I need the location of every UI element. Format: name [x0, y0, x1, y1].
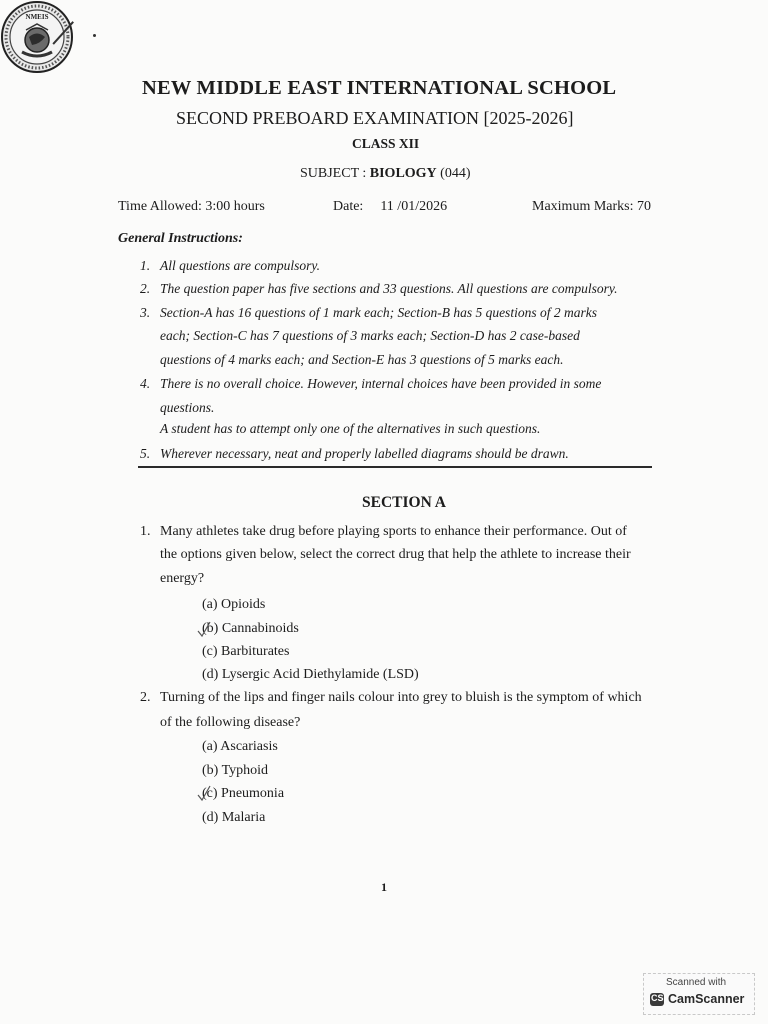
checkmark-icon: [196, 619, 214, 639]
option-item: (a) Opioids: [202, 597, 266, 612]
subject-line: [300, 166, 471, 182]
option-item: (b) Cannabinoids: [202, 621, 299, 636]
instruction-text: each; Section-C has 7 questions of 3 marks each; Section-D has 2 case-based: [160, 328, 580, 343]
question-text: of the following disease?: [160, 715, 301, 730]
scanner-caption: Scanned with: [666, 977, 727, 988]
instruction-text: The question paper has five sections and 33 questions. All questions are compulsory.: [160, 281, 618, 296]
subject-code: (044): [436, 166, 471, 181]
school-logo: [0, 0, 74, 74]
time-allowed: Time Allowed: 3:00 hours: [118, 199, 265, 214]
section-title: SECTION A: [362, 494, 446, 511]
class-label: CLASS XII: [352, 136, 420, 151]
exam-date: [333, 199, 447, 215]
scanner-name: CamScanner: [668, 992, 745, 1006]
date-label: Date:: [333, 199, 364, 214]
option-item: (c) Barbiturates: [202, 644, 290, 659]
question-text: Turning of the lips and finger nails colour into grey to bluish is the symptom of which: [160, 690, 642, 705]
question-text: energy?: [160, 571, 205, 586]
instructions-heading: General Instructions:: [118, 231, 243, 246]
subject-name: BIOLOGY: [369, 166, 437, 181]
instruction-number: 2.: [140, 281, 151, 296]
page-number: 1: [381, 880, 387, 894]
instruction-number: 3.: [140, 305, 151, 320]
question-text: the options given below, select the correct drug that help the athlete to increase their: [160, 547, 631, 562]
exam-title: SECOND PREBOARD EXAMINATION [2025-2026]: [176, 108, 574, 128]
instruction-text: Section-A has 16 questions of 1 mark each; Section-B has 5 questions of 2 marks: [160, 305, 597, 320]
divider-rule: [138, 466, 652, 468]
logo-lettering: NMEIS: [25, 13, 49, 21]
instruction-number: 1.: [140, 258, 151, 273]
instruction-text: Wherever necessary, neat and properly labelled diagrams should be drawn.: [160, 446, 569, 461]
subject-prefix: SUBJECT :: [300, 166, 370, 181]
option-item: (d) Malaria: [202, 810, 266, 825]
instruction-text: questions.: [160, 400, 215, 415]
option-item: (a) Ascariasis: [202, 739, 278, 754]
option-item: (b) Typhoid: [202, 763, 269, 778]
instruction-text: All questions are compulsory.: [160, 258, 320, 273]
question-text: Many athletes take drug before playing sports to enhance their performance. Out of: [160, 524, 627, 539]
question-number: 2.: [140, 690, 151, 705]
option-item: (c) Pneumonia: [202, 786, 285, 801]
checkmark-icon: [196, 783, 214, 803]
camscanner-watermark: [643, 973, 755, 1015]
date-value: 11 /01/2026: [380, 199, 448, 214]
maximum-marks: Maximum Marks: 70: [532, 199, 651, 214]
instruction-number: 4.: [140, 376, 151, 391]
option-item: (d) Lysergic Acid Diethylamide (LSD): [202, 667, 419, 682]
instruction-text: questions of 4 marks each; and Section-E has 3 questions of 5 marks each.: [160, 352, 564, 367]
instruction-text: There is no overall choice. However, internal choices have been provided in some: [160, 376, 602, 391]
camscanner-logo-icon: CS: [650, 993, 664, 1006]
instruction-text: A student has to attempt only one of the alternatives in such questions.: [160, 421, 541, 436]
school-name: NEW MIDDLE EAST INTERNATIONAL SCHOOL: [142, 77, 617, 99]
pen-dot-mark: [93, 34, 96, 37]
question-number: 1.: [140, 524, 151, 539]
instruction-number: 5.: [140, 446, 151, 461]
